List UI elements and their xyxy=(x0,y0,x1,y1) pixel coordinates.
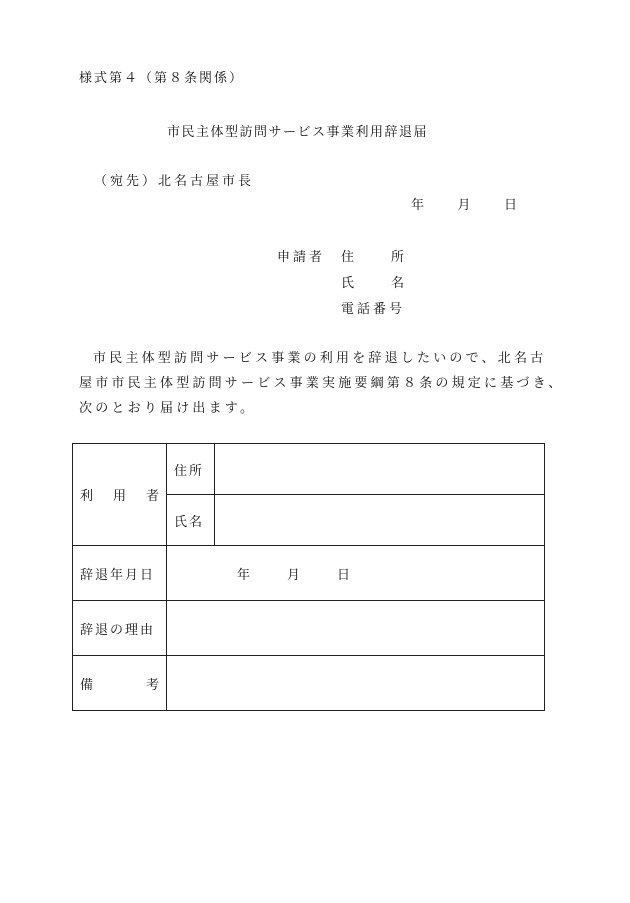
withdrawal-month-unit: 月 xyxy=(287,567,301,583)
applicant-heading: 申請者 xyxy=(277,250,326,265)
body-paragraph xyxy=(79,346,565,421)
withdrawal-date-field[interactable] xyxy=(167,546,545,601)
user-address-field[interactable] xyxy=(215,444,545,495)
table-row xyxy=(73,444,545,495)
applicant-phone-label: 電話番号 xyxy=(341,302,406,317)
address-char-1: 住 xyxy=(341,250,355,265)
user-char-1: 利 xyxy=(80,489,94,504)
withdrawal-date-label: 辞退年月日 xyxy=(73,546,167,601)
user-label xyxy=(80,485,159,504)
table-row xyxy=(73,656,545,711)
remarks-label-cell xyxy=(73,656,167,711)
withdrawal-reason-label: 辞退の理由 xyxy=(73,601,167,656)
applicant-name-label xyxy=(341,272,404,291)
addressee: （宛先）北名古屋市長 xyxy=(94,174,255,189)
user-address-label: 住所 xyxy=(167,444,215,495)
form-number: 様式第４（第８条関係） xyxy=(79,71,245,86)
remarks-field[interactable] xyxy=(167,656,545,711)
address-char-2: 所 xyxy=(390,250,404,265)
date-year-label: 年 xyxy=(411,198,425,213)
remarks-char-2: 考 xyxy=(145,677,159,693)
withdrawal-year-unit: 年 xyxy=(237,567,251,583)
withdrawal-day-unit: 日 xyxy=(337,567,351,583)
body-line-1: 市民主体型訪問サービス事業の利用を辞退したいので、北名古 xyxy=(93,351,547,366)
document-title: 市民主体型訪問サービス事業利用辞退届 xyxy=(167,125,429,140)
body-line-2: 屋市市民主体型訪問サービス事業実施要綱第８条の規定に基づき、 xyxy=(79,376,565,391)
date-month-label: 月 xyxy=(457,198,471,213)
applicant-address-label xyxy=(341,246,404,265)
remarks-label xyxy=(80,674,159,693)
withdrawal-reason-field[interactable] xyxy=(167,601,545,656)
date-day-label: 日 xyxy=(503,198,517,213)
name-char-2: 名 xyxy=(390,276,404,291)
name-char-1: 氏 xyxy=(341,276,355,291)
user-name-field[interactable] xyxy=(215,495,545,546)
withdrawal-form-table xyxy=(72,443,545,711)
table-row xyxy=(73,601,545,656)
withdrawal-date-units xyxy=(174,564,537,583)
table-row xyxy=(73,546,545,601)
user-name-label: 氏名 xyxy=(167,495,215,546)
body-line-3: 次のとおり届け出ます。 xyxy=(79,401,257,416)
user-label-cell xyxy=(73,444,167,546)
submission-date-line xyxy=(411,194,517,213)
user-char-2: 用 xyxy=(112,489,126,504)
user-char-3: 者 xyxy=(145,489,159,504)
remarks-char-1: 備 xyxy=(80,677,94,693)
